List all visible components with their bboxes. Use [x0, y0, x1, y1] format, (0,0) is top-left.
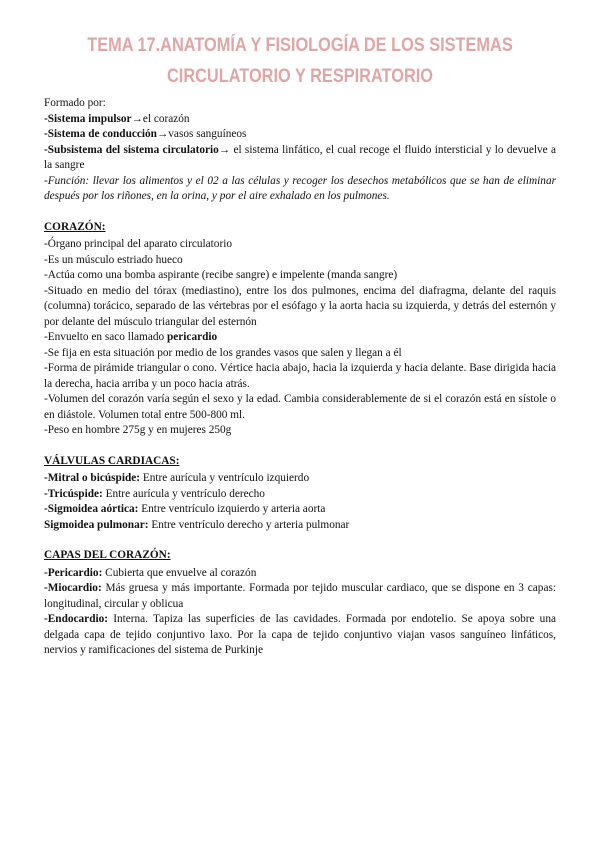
- intro-formado: Formado por:: [44, 97, 106, 109]
- intro-item: -Subsistema del sistema circulatorio→ el sistema linfático, el cual recoge el fluido intersticial y lo devuelve a la sangre: [44, 143, 556, 171]
- corazon-line: -Se fija en esta situación por medio de los grandes vasos que salen y llegan a él: [44, 346, 402, 359]
- corazon-line: -Volumen del corazón varía según el sexo y la edad. Cambia considerablemente de si el corazón está en sístole o en diástole. Volumen total entre 500-800 ml.: [44, 393, 556, 421]
- intro-funcion: -Función: llevar los alimentos y el 02 a las células y recoger los desechos metabólicos que se han de eliminar después por los riñones, en la orina, y por el aire exhalado en los pulmones.: [44, 174, 556, 202]
- valvula-item: Sigmoidea pulmonar: Entre ventrículo derecho y arteria pulmonar: [44, 518, 350, 531]
- intro-item: -Sistema impulsor→el corazón: [44, 112, 190, 125]
- corazon-line: -Situado en medio del tórax (mediastino), entre los dos pulmones, encima del diafragma, delante del raquis (columna) torácico, separado de las vértebras por el esófago y la aorta hacia su izquierda, y detrás del esternón y por delante del músculo triangular del esternón: [44, 284, 556, 328]
- capa-item: -Miocardio: Más gruesa y más importante. Formada por tejido muscular cardiaco, que se dispone en 3 capas: longitudinal, circular y oblicua: [44, 582, 556, 610]
- section-heading-corazon: CORAZÓN:: [44, 220, 106, 233]
- corazon-line: -Peso en hombre 275g y en mujeres 250g: [44, 424, 232, 436]
- corazon-line: -Envuelto en saco llamado pericardio: [44, 331, 218, 343]
- page-title: [76, 30, 523, 92]
- document-body: [44, 96, 556, 659]
- valvula-item: -Sigmoidea aórtica: Entre ventrículo izquierdo y arteria aorta: [44, 503, 326, 515]
- capa-item: -Pericardio: Cubierta que envuelve al corazón: [44, 566, 257, 579]
- intro-item: -Sistema de conducción→vasos sanguíneos: [44, 128, 247, 140]
- valvula-item: -Tricúspide: Entre aurícula y ventrículo derecho: [44, 487, 265, 500]
- corazon-line: -Forma de pirámide triangular o cono. Vértice hacia abajo, hacia la izquierda y hacia delante. Base dirigida hacia la derecha, hacia arriba y un poco hacia atrás.: [44, 362, 556, 390]
- title-line-1: TEMA 17.ANATOMÍA Y FISIOLOGÍA DE LOS SISTEMAS: [87, 35, 513, 56]
- corazon-line: -Es un músculo estriado hueco: [44, 253, 183, 266]
- section-heading-capas: CAPAS DEL CORAZÓN:: [44, 549, 171, 561]
- title-line-2: CIRCULATORIO Y RESPIRATORIO: [166, 66, 434, 87]
- capa-item: -Endocardio: Interna. Tapiza las superficies de las cavidades. Formada por endotelio. Se apoya sobre una delgada capa de tejido conjuntivo laxo. Por la capa de tejido conjuntivo viajan vasos sanguíneo linfáticos, nervios y ramificaciones del sistema de Purkinje: [44, 613, 556, 656]
- corazon-line: -Actúa como una bomba aspirante (recibe sangre) e impelente (manda sangre): [44, 269, 398, 281]
- corazon-line: -Órgano principal del aparato circulatorio: [44, 238, 232, 250]
- valvula-item: -Mitral o bicúspide: Entre aurícula y ventrículo izquierdo: [44, 472, 310, 484]
- section-heading-valvulas: VÁLVULAS CARDIACAS:: [44, 454, 180, 467]
